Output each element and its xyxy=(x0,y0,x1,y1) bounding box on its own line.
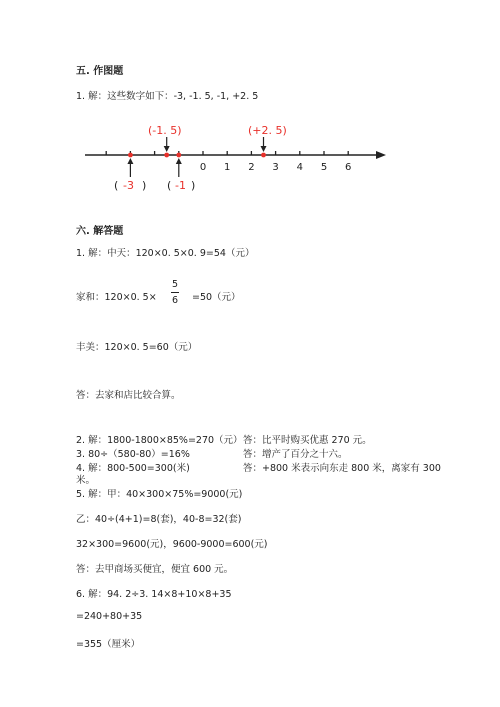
arrow-down-pos-2-5-head xyxy=(261,146,267,152)
label-neg-3-value: -3 xyxy=(123,179,134,192)
label-neg-1-5: (-1. 5) xyxy=(148,124,182,137)
q4-calc: 4. 解：800-500=300(米) xyxy=(76,463,190,474)
label-neg-1-close: ) xyxy=(191,179,196,192)
marked-point xyxy=(176,153,181,158)
arrow-down-neg-1-5-head xyxy=(164,146,170,152)
q4-answer-line1: 答：+800 米表示向东走 800 米，离家有 300 xyxy=(243,463,441,474)
fraction-denominator: 6 xyxy=(171,295,179,306)
q2-calc: 2. 解：1800-1800×85%=270（元） xyxy=(76,435,243,446)
marked-point xyxy=(128,153,133,158)
q1-fengmei: 丰美：120×0. 5=60（元） xyxy=(76,342,198,353)
label-neg-3-open: ( xyxy=(114,179,119,192)
q1-answer: 答：去家和店比较合算。 xyxy=(76,390,181,401)
label-neg-1-open: ( xyxy=(167,179,172,192)
q6-line3: =355（厘米） xyxy=(76,639,141,650)
q1-jiahe-suffix: =50（元） xyxy=(192,292,241,303)
section-heading-6: 六. 解答题 xyxy=(76,226,124,237)
q6-line2: =240+80+35 xyxy=(76,611,143,622)
label-neg-3-close: ) xyxy=(142,179,147,192)
tick-label: 0 xyxy=(199,162,207,173)
fraction-numerator: 5 xyxy=(171,279,179,290)
q3-answer: 答：增产了百分之十六。 xyxy=(243,449,348,460)
q1-jiahe-fraction xyxy=(169,279,181,306)
section-heading-5: 五. 作图题 xyxy=(76,66,124,77)
arrow-up-neg-1-head xyxy=(176,158,182,164)
tick-label: 1 xyxy=(224,162,231,173)
label-pos-2-5: (+2. 5) xyxy=(248,124,287,137)
q6-line1: 6. 解：94. 2÷3. 14×8+10×8+35 xyxy=(76,589,232,600)
q3-calc: 3. 80÷（580-80）=16% xyxy=(76,449,190,460)
arrow-up-neg-3-head xyxy=(127,158,133,164)
tick-label: 2 xyxy=(248,162,255,173)
tick-label: 5 xyxy=(320,162,328,173)
q5-line2: 乙：40÷(4+1)=8(套)，40-8=32(套) xyxy=(76,514,242,525)
tick-label: 3 xyxy=(272,162,279,173)
fraction-bar xyxy=(171,292,179,293)
q5-answer: 答：去甲商场买便宜，便宜 600 元。 xyxy=(76,564,234,575)
tick-label: 4 xyxy=(296,162,303,173)
q1-answer-text: 1. 解：这些数字如下：-3, -1. 5, -1, +2. 5 xyxy=(76,91,259,102)
label-neg-1-value: -1 xyxy=(175,179,186,192)
tick-label: 6 xyxy=(345,162,352,173)
q5-line1: 5. 解：甲：40×300×75%=9000(元) xyxy=(76,489,243,500)
marked-point xyxy=(261,153,266,158)
q2-answer: 答：比平时购买优惠 270 元。 xyxy=(243,435,372,446)
q5-line3: 32×300=9600(元)，9600-9000=600(元) xyxy=(76,539,268,550)
q1-jiahe-prefix: 家和：120×0. 5× xyxy=(76,292,157,303)
marked-point xyxy=(164,153,169,158)
q1-zhongtian: 1. 解：中天：120×0. 5×0. 9=54（元） xyxy=(76,248,255,259)
q4-answer-line2: 米。 xyxy=(76,475,96,486)
axis-arrow-icon xyxy=(376,151,386,159)
